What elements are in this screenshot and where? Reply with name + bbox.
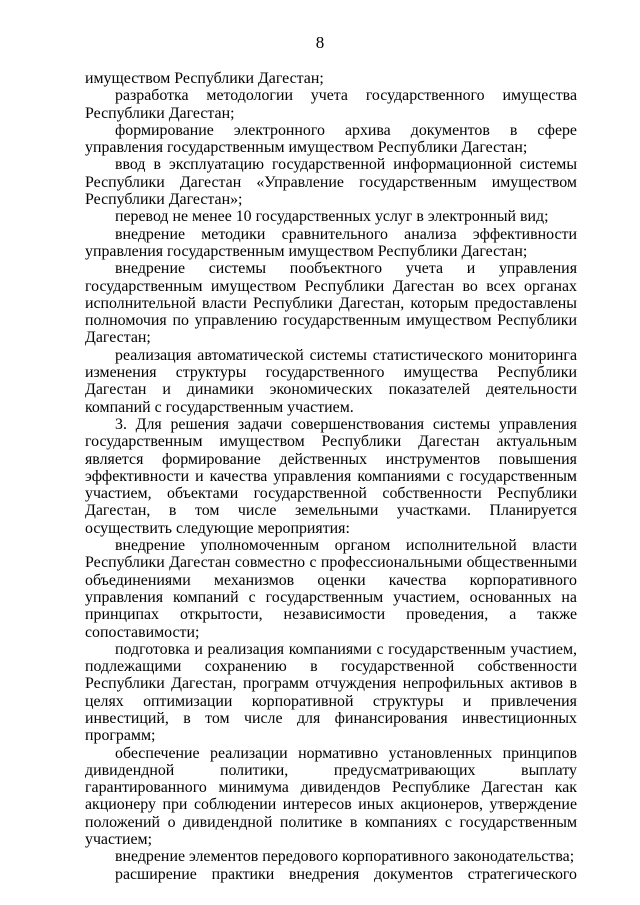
paragraph: внедрение элементов передового корпоративного законодательства;: [115, 848, 575, 866]
paragraph-continues: расширение практики внедрения документов стратегического: [115, 865, 577, 883]
paragraph: внедрение уполномоченным органом исполнительной власти Республики Дагестан совместно с профессиональными общественными объединениями механизмов оценки качества корпоративного управления компаний с государственным участием, основанных на принципах открытости, независимости проведения, а также сопоставимости;: [85, 537, 577, 641]
paragraph: ввод в эксплуатацию государственной информационной системы Республики Дагестан «Управление государственным имуществом Республики Дагестан»;: [85, 156, 577, 209]
page-number: 8: [315, 33, 325, 52]
paragraph: подготовка и реализация компаниями с государственным участием, подлежащими сохранению в государственной собственности Республики Дагестан, программ отчуждения непрофильных активов в целях оптимизации корпоративной структуры и привлечения инвестиций, в том числе для финансирования инвестиционных программ;: [85, 640, 577, 745]
paragraph-continuation: имуществом Республики Дагестан;: [85, 70, 324, 87]
paragraph: внедрение методики сравнительного анализа эффективности управления государственным имуществом Республики Дагестан;: [85, 225, 577, 260]
paragraph: 3. Для решения задачи совершенствования системы управления государственным имуществом Республики Дагестан актуальным является формирование действенных инструментов повышения эффективности и качества управления компаниями с государственным участием, объектами государственной собственности Республики Дагестан, в том числе земельными участками. Планируется осуществить следующие мероприятия:: [85, 415, 577, 537]
paragraph: формирование электронного архива документов в сфере управления государственным имуществом Республики Дагестан;: [85, 121, 577, 157]
paragraph: внедрение системы пообъектного учета и управления государственным имуществом Республики Дагестан во всех органах исполнительной власти Республики Дагестан, которым предоставлены полномочия по управлению государственным имуществом Республики Дагестан;: [85, 260, 577, 347]
document-body: [85, 70, 577, 883]
paragraph: разработка методологии учета государственного имущества Республики Дагестан;: [85, 87, 577, 122]
paragraph: перевод не менее 10 государственных услуг в электронный вид;: [115, 208, 549, 226]
paragraph: обеспечение реализации нормативно установленных принципов дивидендной политики, предусматривающих выплату гарантированного минимума дивидендов Республике Дагестан как акционеру при соблюдении интересов иных акционеров, утверждение положений о дивидендной политике в компаниях с государственным участием;: [85, 744, 577, 849]
paragraph: реализация автоматической системы статистического мониторинга изменения структуры государственного имущества Республики Дагестан и динамики экономических показателей деятельности компаний с государственным участием.: [85, 346, 577, 416]
